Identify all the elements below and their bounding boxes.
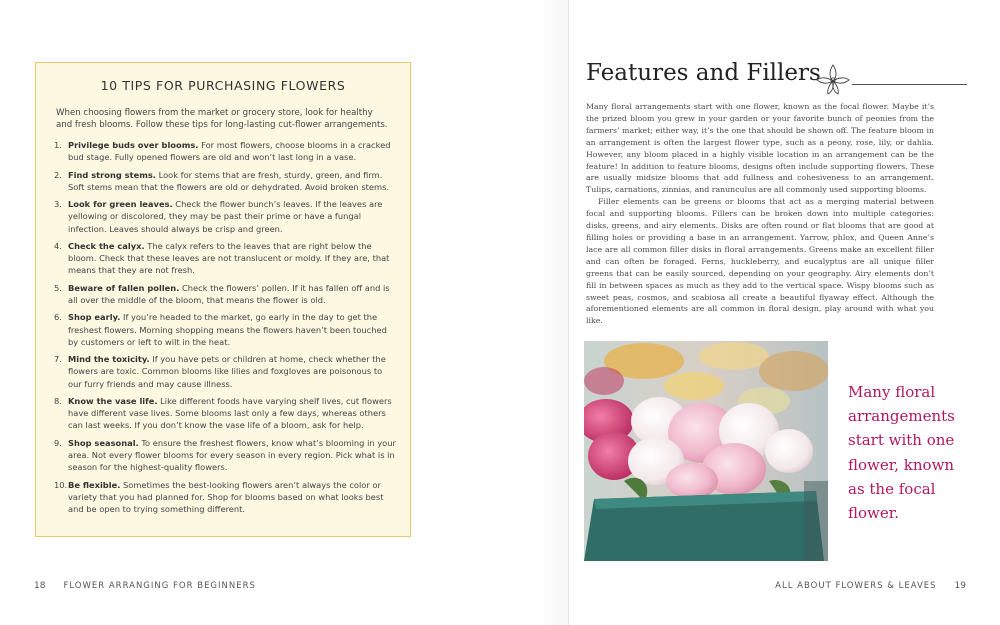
tip-number: 3.	[54, 199, 62, 210]
tip-text: Check the flowers’ pollen. If it has fallen off and is all over the middle of the bloom, that means the flower is old.	[68, 282, 390, 305]
left-running-head: FLOWER ARRANGING FOR BEGINNERS	[63, 581, 256, 591]
tip-heading: Look for green leaves.	[68, 199, 173, 210]
tip-item	[54, 240, 396, 277]
tip-item	[54, 139, 396, 163]
tip-text: The calyx refers to the leaves that are right below the bloom. Check that these leaves are not translucent or moldy. If they are, that means that they are not fresh.	[68, 240, 390, 276]
right-folio	[775, 581, 966, 591]
tip-item	[54, 169, 396, 193]
tip-item	[54, 437, 396, 474]
tip-item	[54, 282, 396, 306]
tip-text: Look for stems that are fresh, sturdy, green, and firm. Soft stems mean that the flowers are old or dehydrated. Avoid broken stems.	[68, 169, 390, 192]
tip-heading: Beware of fallen pollen.	[68, 282, 180, 293]
tip-number: 9.	[54, 437, 62, 448]
page-gutter	[568, 0, 569, 625]
tip-number: 5.	[54, 282, 62, 293]
tip-heading: Privilege buds over blooms.	[68, 140, 199, 150]
tip-item	[54, 198, 396, 235]
tip-item	[54, 311, 396, 348]
tip-text: Check the flower bunch’s leaves. If the leaves are yellowing or discolored, they may be past their prime or have a fungal infection. Leaves should always be crisp and green.	[68, 199, 383, 234]
tip-item	[54, 395, 396, 432]
tip-text: Like different foods have varying shelf lives, cut flowers have different vase lives. Some blooms last only a few days, whereas others can last weeks. If you don’t know the vase life of a bloom, ask for help.	[68, 395, 392, 431]
tip-heading: Mind the toxicity.	[68, 354, 150, 365]
tip-number: 10.	[54, 479, 68, 490]
tip-number: 2.	[54, 169, 62, 180]
flower-icon	[812, 59, 854, 97]
peony-photo	[584, 341, 828, 561]
left-folio	[34, 581, 256, 591]
tip-number: 7.	[54, 354, 62, 365]
right-page-number: 19	[954, 581, 966, 591]
tip-text: For most flowers, choose blooms in a cracked bud stage. Fully opened flowers are old and won’t last long in a vase.	[68, 140, 391, 163]
tip-text: To ensure the freshest flowers, know what’s blooming in your area. Not every flower blooms for every season in every region. Pick what is in season for the highest-quality flowers.	[68, 437, 396, 473]
pull-quote: Many floral arrangements start with one flower, known as the focal flower.	[848, 383, 955, 523]
tip-text: If you have pets or children at home, check whether the flowers are toxic. Common blooms like lilies and foxgloves are poisonous to our furry friends and may cause illness.	[68, 354, 386, 389]
tip-number: 6.	[54, 312, 62, 323]
section-heading: Features and Fillers	[586, 60, 821, 86]
tip-heading: Be flexible.	[68, 479, 121, 490]
tip-number: 1.	[54, 140, 62, 150]
right-running-head: ALL ABOUT FLOWERS & LEAVES	[775, 581, 937, 591]
tip-heading: Know the vase life.	[68, 395, 158, 406]
tip-text: If you’re headed to the market, go early in the day to get the freshest flowers. Morning shopping means the flowers haven’t been touched by customers or left to wilt in the heat.	[68, 312, 387, 347]
body-text	[586, 101, 934, 327]
tip-heading: Check the calyx.	[68, 240, 145, 251]
tips-intro: When choosing flowers from the market or grocery store, look for healthy and fresh blooms. Follow these tips for long-lasting cut-flower arrangements.	[56, 108, 388, 131]
tip-heading: Shop early.	[68, 312, 121, 323]
tip-heading: Find strong stems.	[68, 169, 156, 180]
body-paragraph: Filler elements can be greens or blooms that act as a merging material between focal and supporting blooms. Fillers can be broken down into multiple categories: disks, greens, and airy elements. Disks are often round or flat blooms that are good at filling holes or providing a base in an arrangement. Yarrow, phlox, and Queen Anne’s lace are all common filler disks in floral arrangements. Greens make an excellent filler and can often be foraged. Ferns, huckleberry, and eucalyptus are all unique filler greens that can be easily sourced, depending on your geography. Airy elements don’t fill in between spaces as much as they add to the vertical space. Wispy blooms such as sweet peas, cosmos, and scabiosa all create a beautiful flyaway effect. Although the aforementioned elements are all common in floral design, play around with what you like.	[586, 197, 934, 326]
tip-item	[54, 479, 396, 516]
gutter-shadow	[540, 0, 568, 625]
tip-number: 4.	[54, 240, 62, 251]
tips-sidebar-box	[35, 62, 411, 537]
tip-heading: Shop seasonal.	[68, 437, 139, 448]
body-paragraph: Many floral arrangements start with one flower, known as the focal flower. Maybe it’s the prized bloom you grew in your garden or your favorite bunch of peonies from the farmers’ market; either way, it’s the one that should be shown off. The feature bloom in an arrangement is often the largest flower type, such as a peony, rose, lily, or dahlia. However, any bloom placed in a highly visible location in an arrangement can be the feature! In addition to feature blooms, designs often include supporting flowers. These are usually midsize blooms that add fullness and cohesiveness to an arrangement. Tulips, carnations, zinnias, and ranunculus are all commonly used supporting blooms.	[586, 102, 934, 195]
tips-list	[54, 139, 396, 520]
heading-rule	[852, 84, 967, 85]
tip-text: Sometimes the best-looking flowers aren’t always the color or variety that you had planned for. Shop for blooms based on what looks best and be open to trying something different.	[68, 479, 384, 514]
tip-number: 8.	[54, 395, 62, 406]
tip-item	[54, 353, 396, 390]
tips-title: 10 TIPS FOR PURCHASING FLOWERS	[100, 78, 346, 93]
left-page-number: 18	[34, 581, 46, 591]
